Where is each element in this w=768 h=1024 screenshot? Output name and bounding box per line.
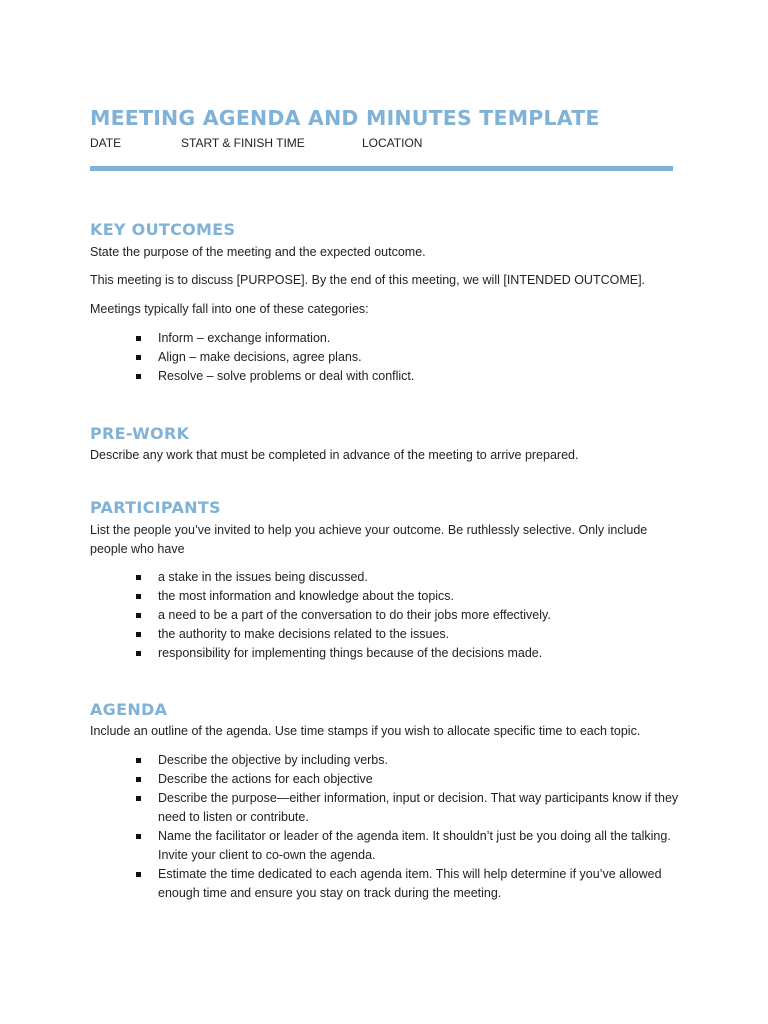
list-item-text: Name the facilitator or leader of the agenda item. It shouldn’t just be you doing all the talking. Invite your client to co-own the agenda. [158, 829, 671, 862]
agenda-paragraph: Include an outline of the agenda. Use time stamps if you wish to allocate specific time to each topic. [90, 724, 641, 738]
list-item [90, 367, 680, 386]
list-item [90, 348, 680, 367]
square-bullet-icon [136, 777, 141, 782]
document-title: MEETING AGENDA AND MINUTES TEMPLATE [90, 106, 600, 130]
list-item [90, 827, 680, 865]
key-outcomes-paragraph: This meeting is to discuss [PURPOSE]. By the end of this meeting, we will [INTENDED OUTCOME]. [90, 273, 646, 287]
participants-heading: PARTICIPANTS [90, 498, 221, 517]
key-outcomes-heading: KEY OUTCOMES [90, 220, 236, 239]
square-bullet-icon [136, 355, 141, 360]
list-item [90, 865, 680, 903]
square-bullet-icon [136, 758, 141, 763]
list-item [90, 568, 680, 587]
list-item [90, 644, 680, 663]
square-bullet-icon [136, 632, 141, 637]
square-bullet-icon [136, 872, 141, 877]
key-outcomes-paragraph: State the purpose of the meeting and the expected outcome. [90, 245, 426, 259]
list-item [90, 770, 680, 789]
list-item [90, 606, 680, 625]
key-outcomes-paragraph: Meetings typically fall into one of these categories: [90, 302, 369, 316]
square-bullet-icon [136, 651, 141, 656]
square-bullet-icon [136, 834, 141, 839]
agenda-heading: AGENDA [90, 700, 168, 719]
square-bullet-icon [136, 336, 141, 341]
list-item-text: Estimate the time dedicated to each agenda item. This will help determine if you’ve allowed enough time and ensure you stay on track during the meeting. [158, 867, 662, 900]
list-item [90, 587, 680, 606]
list-item [90, 751, 680, 770]
list-item-text: Align – make decisions, agree plans. [158, 350, 362, 364]
pre-work-paragraph: Describe any work that must be completed in advance of the meeting to arrive prepared. [90, 448, 579, 462]
list-item-text: the authority to make decisions related to the issues. [158, 627, 450, 641]
participants-list [90, 568, 680, 663]
list-item [90, 625, 680, 644]
list-item [90, 329, 680, 348]
agenda-list [90, 751, 680, 903]
square-bullet-icon [136, 796, 141, 801]
list-item-text: Resolve – solve problems or deal with conflict. [158, 369, 415, 383]
square-bullet-icon [136, 374, 141, 379]
list-item-text: Describe the actions for each objective [158, 772, 373, 786]
key-outcomes-list [90, 329, 680, 386]
list-item-text: Inform – exchange information. [158, 331, 331, 345]
participants-paragraph: List the people you’ve invited to help you achieve your outcome. Be ruthlessly selective. Only include people who have [90, 523, 648, 556]
square-bullet-icon [136, 594, 141, 599]
square-bullet-icon [136, 613, 141, 618]
list-item [90, 789, 680, 827]
square-bullet-icon [136, 575, 141, 580]
list-item-text: Describe the objective by including verbs. [158, 753, 388, 767]
list-item-text: Describe the purpose—either information, input or decision. That way participants know if they need to listen or contribute. [158, 791, 679, 824]
pre-work-heading: PRE-WORK [90, 424, 190, 443]
list-item-text: a stake in the issues being discussed. [158, 570, 368, 584]
list-item-text: responsibility for implementing things because of the decisions made. [158, 646, 543, 660]
meta-time-label: START & FINISH TIME [181, 136, 305, 150]
meta-date-label: DATE [90, 136, 122, 150]
title-divider [90, 166, 673, 171]
list-item-text: a need to be a part of the conversation to do their jobs more effectively. [158, 608, 551, 622]
list-item-text: the most information and knowledge about the topics. [158, 589, 455, 603]
meta-location-label: LOCATION [362, 136, 423, 150]
